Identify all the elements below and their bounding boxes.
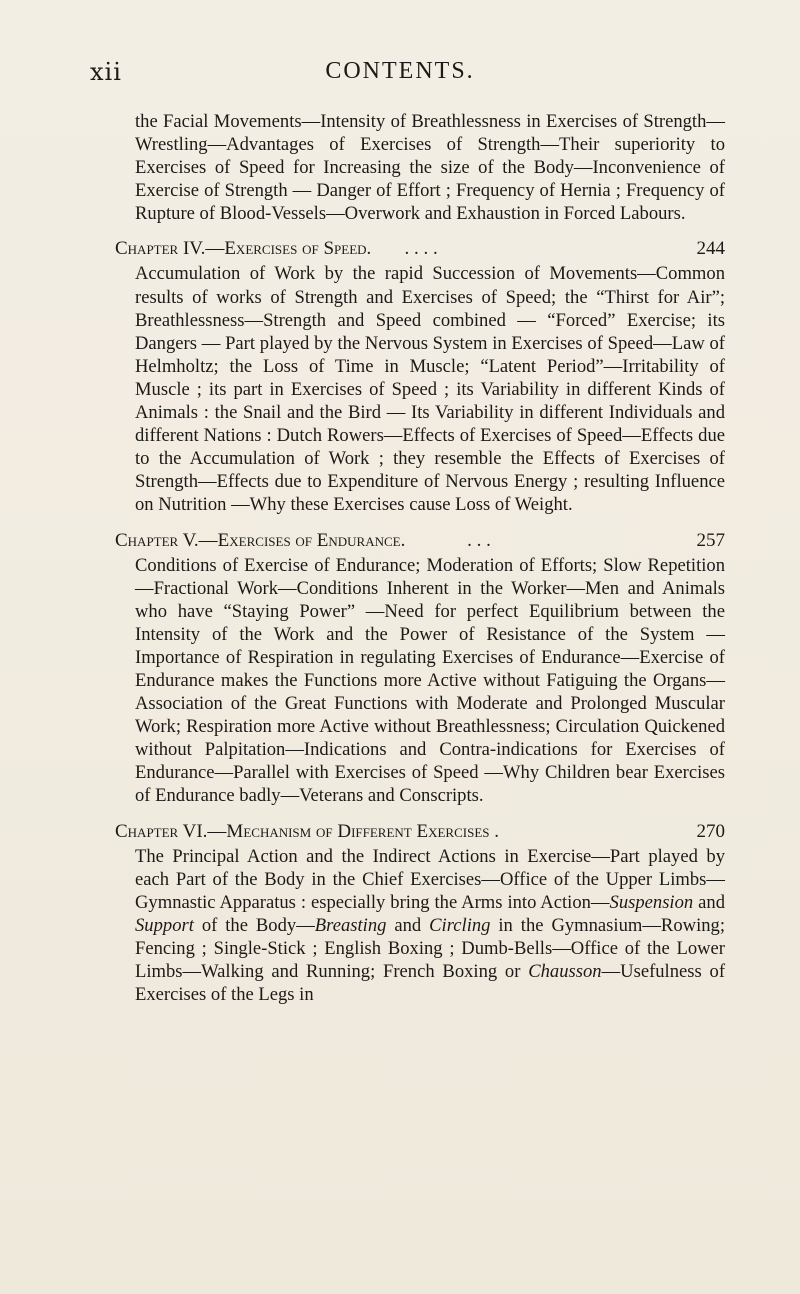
chapter-heading: Chapter IV.—Exercises of Speed. . . . . [115,238,438,260]
running-head [0,58,800,94]
chapter-entry-4 [115,235,725,262]
chapter-summary: Conditions of Exercise of Endurance; Moderation of Efforts; Slow Repetition—Fractional Work—Conditions Inherent in the Worker—Men and Animals who have “Staying Power” —Need for perfect Equilibrium between the Intensity of the Work and the Power of Resistance of the System — Importance of Respiration in regulating Exercises of Endurance—Exercise of Endurance makes the Functions more Active without Fatiguing the Organs—Association of the Great Functions with Moderate and Prolonged Muscular Work; Respiration more Active without Breathlessness; Circulation Quickened without Palpitation—Indications and Contra-indications for Exercises of Endurance—Parallel with Exercises of Speed —Why Children bear Exercises of Endurance badly—Veterans and Conscripts. [135,554,725,807]
chapter-entry-5 [115,527,725,554]
chapter-page-number: 257 [696,529,725,551]
dot-leader: . . . [467,529,491,551]
continuation-summary: the Facial Movements—Intensity of Breathlessness in Exercises of Strength—Wrestling—Advantages of Exercises of Strength—Their superiority to Exercises of Speed for Increasing the size of the Body—Inconvenience of Exercise of Strength — Danger of Effort ; Frequency of Hernia ; Frequency of Rupture of Blood-Vessels—Overwork and Exhaustion in Forced Labours. [135,111,725,225]
chapter-heading: Chapter V.—Exercises of Endurance. . . . [115,529,491,551]
running-title: CONTENTS. [325,58,475,84]
dot-leader: . [494,820,499,842]
dot-leader: . . . . [404,238,438,260]
chapter-entry-6 [115,818,725,845]
chapter-summary: Accumulation of Work by the rapid Succession of Movements—Common results of works of Strength and Exercises of Speed; the “Thirst for Air”; Breathlessness—Strength and Speed combined — “Forced” Exercise; its Dangers — Part played by the Nervous System in Exercises of Speed—Law of Helmholtz; the Loss of Time in Muscle; “Latent Period”—Irritability of Muscle ; its part in Exercises of Speed ; its Variability in different Kinds of Animals : the Snail and the Bird — Its Variability in different Individuals and different Nations : Dutch Rowers—Effects of Exercises of Speed—Effects due to the Accumulation of Work ; they resemble the Effects of Exercises of Strength—Effects due to Expenditure of Nervous Energy ; resulting Influence on Nutrition —Why these Exercises cause Loss of Weight. [135,263,725,516]
chapter-page-number: 270 [696,820,725,842]
contents-body [115,110,725,1006]
chapter-heading: Chapter VI.—Mechanism of Different Exercises . [115,820,499,842]
page-number: xii [90,58,122,86]
chapter-summary: The Principal Action and the Indirect Actions in Exercise—Part played by each Part of the Body in the Chief Exercises—Office of the Upper Limbs—Gymnastic Apparatus : especially bring the Arms into Action—Suspension and Support of the Body—Breasting and Circling in the Gymnasium—Rowing; Fencing ; Single-Stick ; English Boxing ; Dumb-Bells—Office of the Lower Limbs—Walking and Running; French Boxing or Chausson—Usefulness of Exercises of the Legs in [135,845,726,1006]
chapter-page-number: 244 [696,238,725,260]
